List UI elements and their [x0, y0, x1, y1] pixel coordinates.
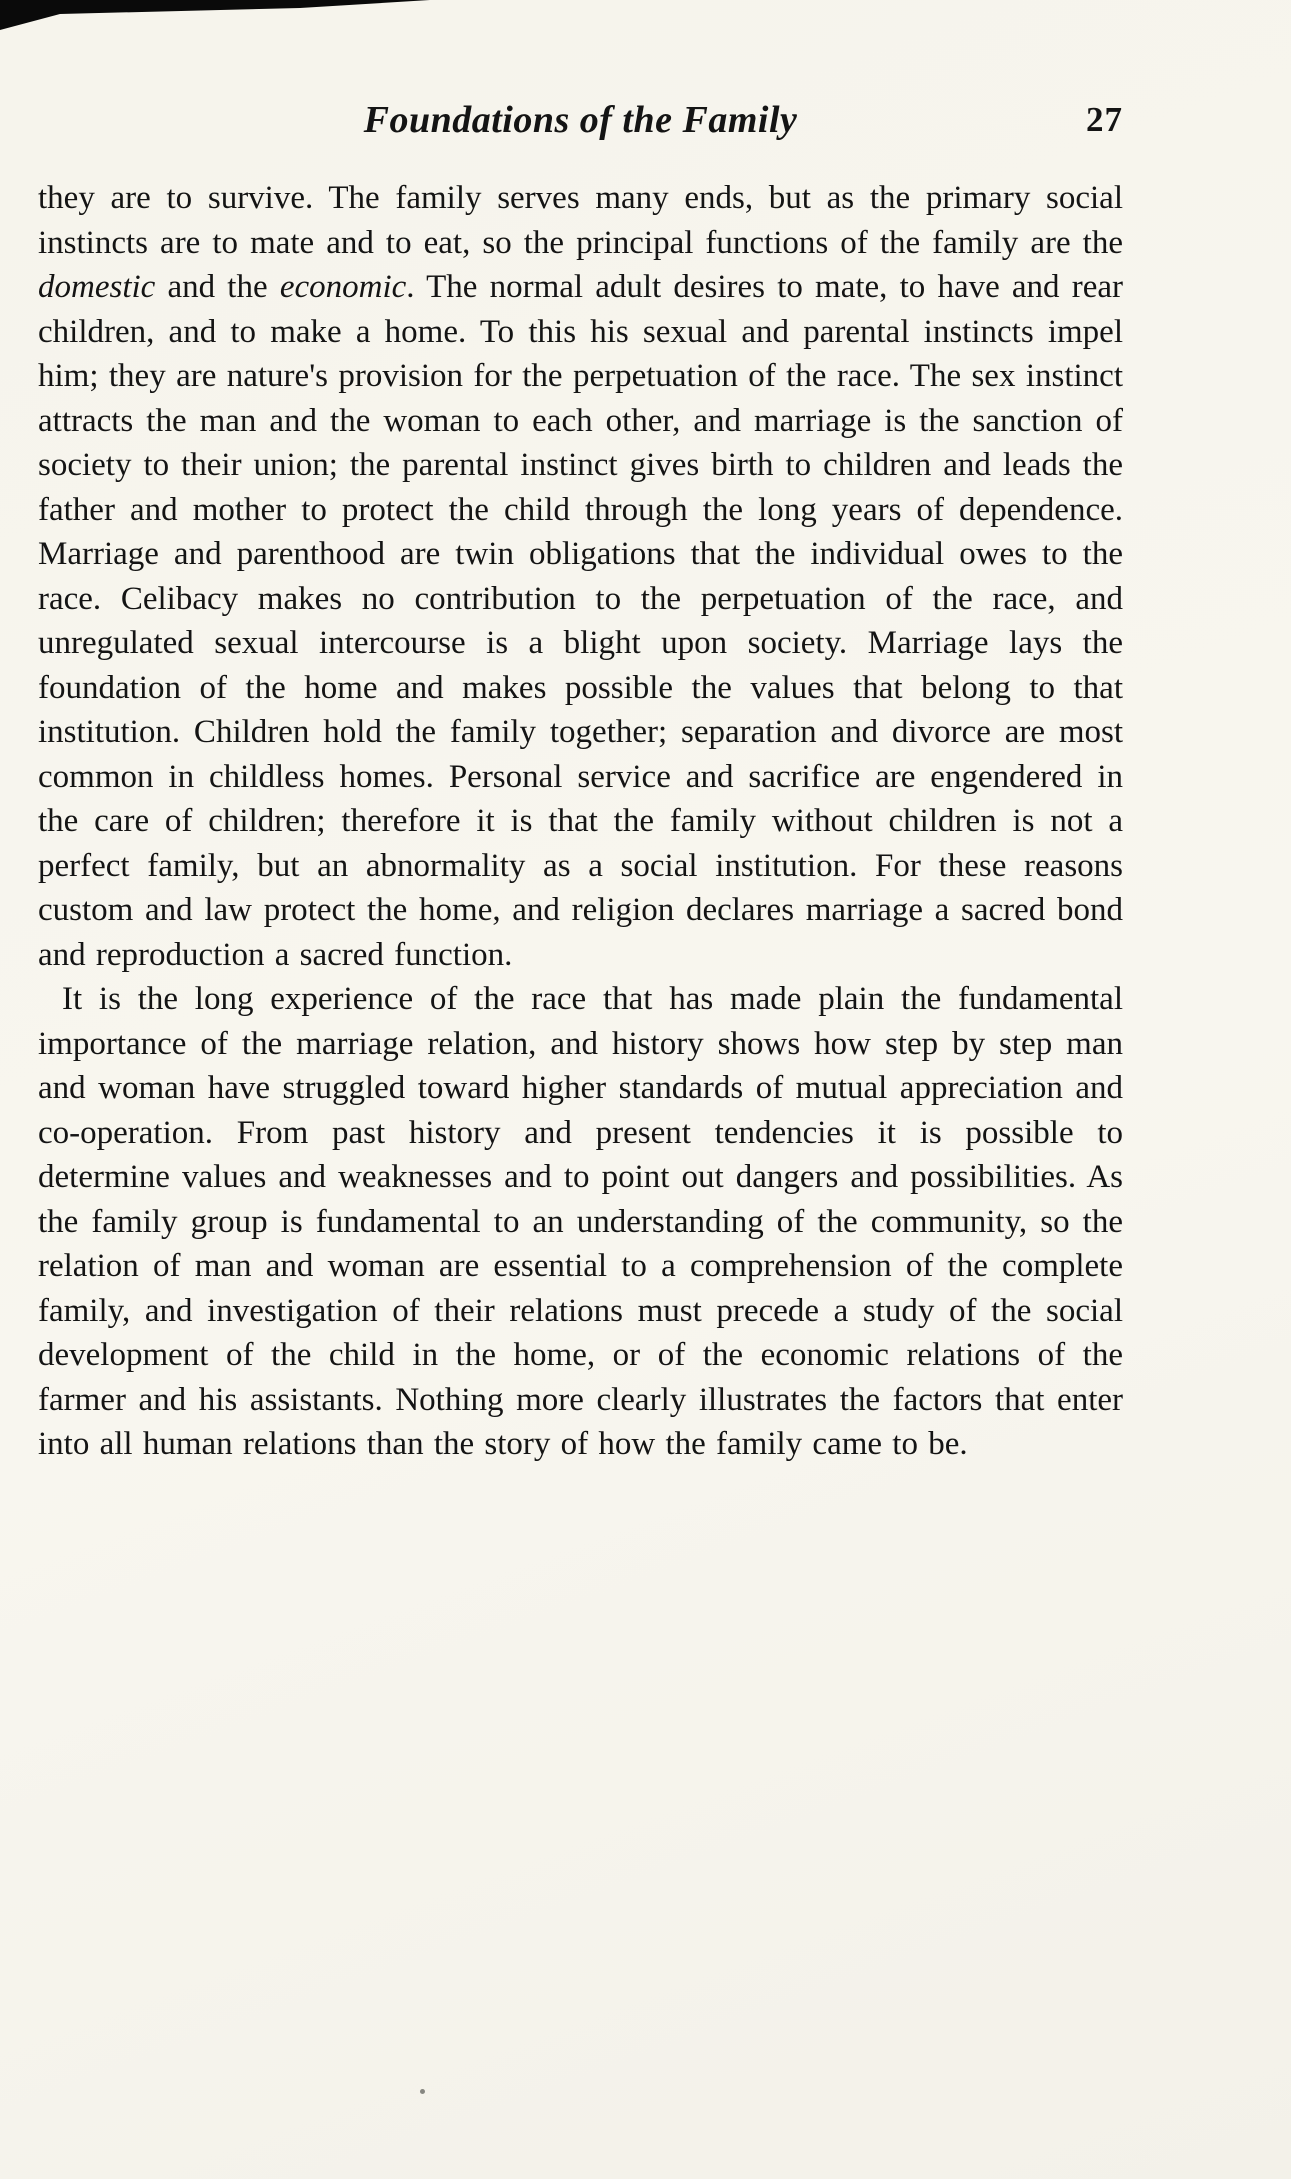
- page-body: [38, 176, 1123, 1467]
- paragraph-1-text-b: and the: [155, 269, 280, 305]
- paragraph-2: It is the long experience of the race that has made plain the fundamental importance of the marriage relation, and history shows how step by step man and woman have struggled toward higher standards of mutual appreciation and co-operation. From past history and present tendencies it is possible to determine values and weaknesses and to point out dangers and possibilities. As the family group is fundamental to an understanding of the community, so the relation of man and woman are essential to a comprehension of the complete family, and investigation of their relations must precede a study of the social development of the child in the home, or of the economic relations of the farmer and his assistants. Nothing more clearly illustrates the factors that enter into all human relations than the story of how the family came to be.: [38, 981, 1123, 1462]
- scan-speck: [420, 2089, 425, 2094]
- paragraph-1-text-c: . The normal adult desires to mate, to have and rear children, and to make a home. To this his sexual and parental instincts impel him; they are nature's provision for the perpetuation of the race. The sex instinct attracts the man and the woman to each other, and marriage is the sanction of society to their union; the parental instinct gives birth to children and leads the father and mother to protect the child through the long years of dependence. Marriage and parenthood are twin obligations that the individual owes to the race. Celibacy makes no contribution to the perpetuation of the race, and unregulated sexual intercourse is a blight upon society. Marriage lays the foundation of the home and makes possible the values that belong to that institution. Children hold the family together; separation and divorce are most common in childless homes. Personal service and sacrifice are engendered in the care of children; therefore it is that the family without children is not a perfect family, but an abnormality as a social institution. For these reasons custom and law protect the home, and religion declares marriage a sacred bond and reproduction a sacred function.: [38, 269, 1124, 973]
- paragraph-1-text-a: they are to survive. The family serves many ends, but as the primary social instincts are to mate and to eat, so the principal functions of the family are the: [38, 180, 1123, 261]
- page-number: 27: [1086, 100, 1123, 139]
- paragraph-1-italic-economic: economic: [279, 269, 407, 305]
- paragraph-1: [38, 176, 1123, 977]
- page-header: [38, 98, 1123, 150]
- running-title: Foundations of the Family: [363, 99, 798, 141]
- paragraph-1-italic-domestic: domestic: [38, 269, 156, 305]
